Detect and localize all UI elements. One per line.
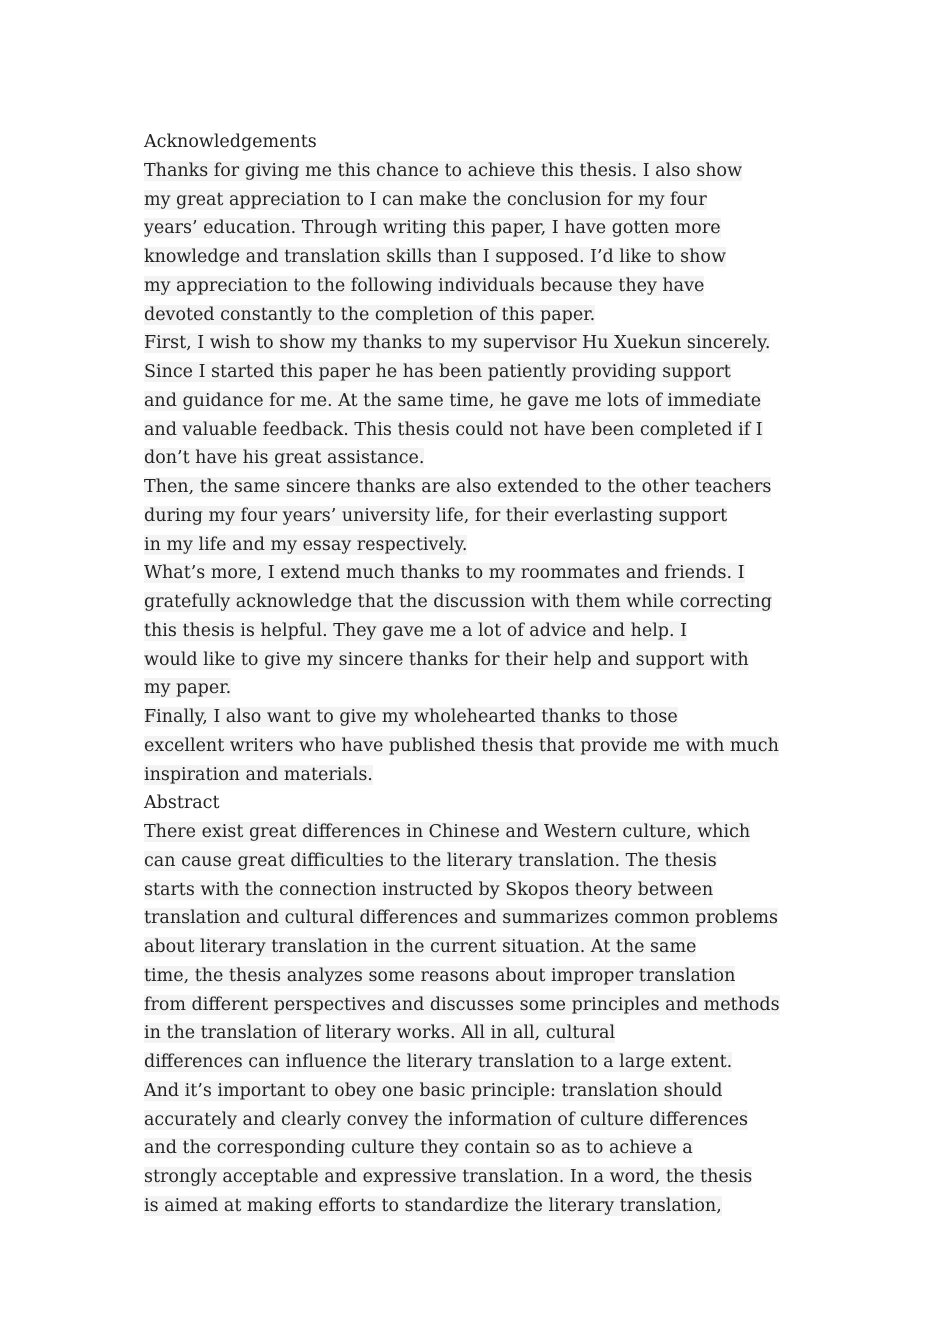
text-line: Finally, I also want to give my wholehearted thanks to those xyxy=(144,707,678,727)
acknowledgements-heading: Acknowledgements xyxy=(144,132,317,152)
text-line: strongly acceptable and expressive translation. In a word, the thesis xyxy=(144,1167,753,1187)
text-line: What’s more, I extend much thanks to my roommates and friends. I xyxy=(144,563,745,584)
text-line: starts with the connection instructed by Skopos theory between xyxy=(144,879,714,900)
text-line: would like to give my sincere thanks for their help and support with xyxy=(144,649,749,670)
text-line: There exist great differences in Chinese and Western culture, which xyxy=(144,822,751,842)
text-line: and valuable feedback. This thesis could not have been completed if I xyxy=(144,419,763,440)
text-line: about literary translation in the current situation. At the same xyxy=(144,937,697,957)
abstract-heading: Abstract xyxy=(144,793,220,814)
text-line: my appreciation to the following individuals because they have xyxy=(144,275,705,296)
text-line: differences can influence the literary translation to a large extent. xyxy=(144,1052,733,1072)
text-line: Thanks for giving me this chance to achieve this thesis. I also show xyxy=(144,160,743,181)
text-line: my great appreciation to I can make the conclusion for my four xyxy=(144,189,707,210)
text-line: and guidance for me. At the same time, he gave me lots of immediate xyxy=(144,390,762,411)
document-page xyxy=(144,128,824,1221)
text-line: is aimed at making efforts to standardize the literary translation, xyxy=(144,1195,722,1216)
text-line: Then, the same sincere thanks are also extended to the other teachers xyxy=(144,477,772,497)
text-line: can cause great difficulties to the literary translation. The thesis xyxy=(144,850,717,871)
text-line: and the corresponding culture they contain so as to achieve a xyxy=(144,1138,693,1159)
text-line: in my life and my essay respectively. xyxy=(144,534,468,555)
text-line: during my four years’ university life, for their everlasting support xyxy=(144,505,728,526)
text-line: from different perspectives and discusses some principles and methods xyxy=(144,994,780,1015)
text-line: gratefully acknowledge that the discussion with them while correcting xyxy=(144,592,772,612)
text-line: my paper. xyxy=(144,678,232,699)
text-line: And it’s important to obey one basic principle: translation should xyxy=(144,1080,723,1101)
text-line: this thesis is helpful. They gave me a lot of advice and help. I xyxy=(144,620,688,641)
text-line: time, the thesis analyzes some reasons about improper translation xyxy=(144,965,736,986)
text-line: years’ education. Through writing this paper, I have gotten more xyxy=(144,218,721,239)
acknowledgements-body xyxy=(144,157,824,790)
text-line: accurately and clearly convey the information of culture differences xyxy=(144,1109,748,1130)
text-line: devoted constantly to the completion of this paper. xyxy=(144,304,596,325)
abstract-body xyxy=(144,818,824,1221)
text-line: First, I wish to show my thanks to my supervisor Hu Xuekun sincerely. xyxy=(144,333,771,354)
text-line: Since I started this paper he has been patiently providing support xyxy=(144,362,731,382)
text-line: knowledge and translation skills than I supposed. I’d like to show xyxy=(144,247,726,267)
text-line: excellent writers who have published thesis that provide me with much xyxy=(144,735,779,756)
text-line: don’t have his great assistance. xyxy=(144,448,425,469)
text-line: translation and cultural differences and summarizes common problems xyxy=(144,908,778,929)
text-line: in the translation of literary works. All in all, cultural xyxy=(144,1023,616,1044)
text-line: inspiration and materials. xyxy=(144,764,373,785)
